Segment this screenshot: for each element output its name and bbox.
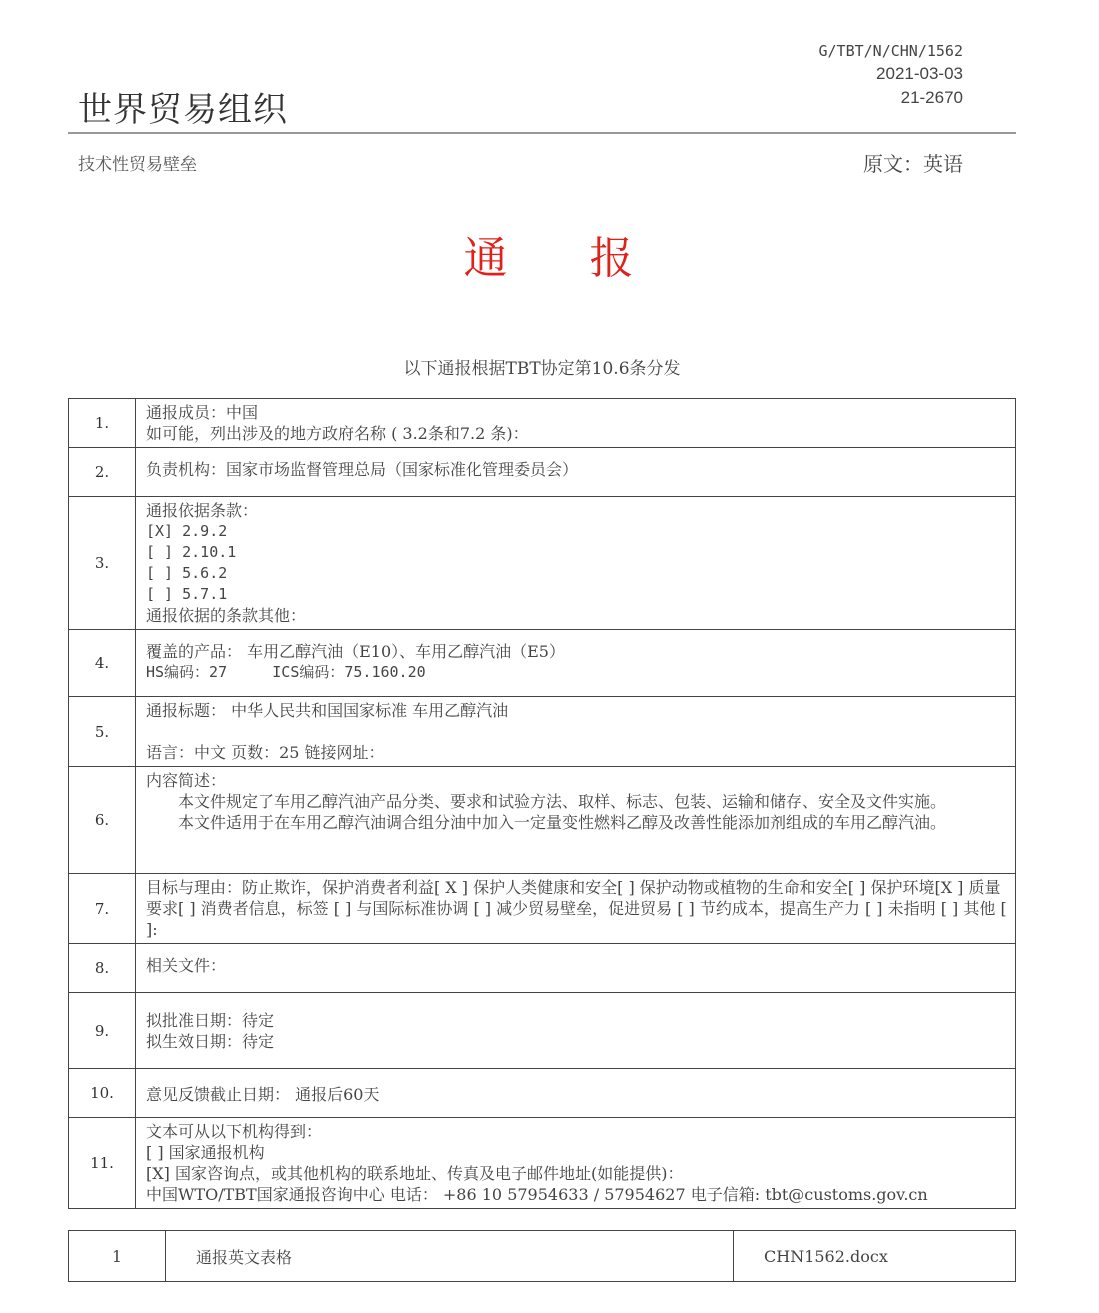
row-number: 5. xyxy=(69,697,136,767)
attachment-file-link[interactable]: CHN1562.docx xyxy=(734,1231,1016,1282)
row-number: 7. xyxy=(69,874,136,944)
table-row xyxy=(69,767,1016,874)
original-language: 原文：英语 xyxy=(863,152,963,176)
attachment-name: 通报英文表格 xyxy=(166,1231,734,1282)
row-content: 通报标题： 中华人民共和国国家标准 车用乙醇汽油 语言：中文 页数：25 链接网址： xyxy=(136,697,1016,767)
document-date: 2021-03-03 xyxy=(876,64,963,83)
attachment-number: 1 xyxy=(69,1231,166,1282)
row-content: 负责机构：国家市场监督管理总局（国家标准化管理委员会） xyxy=(136,448,1016,497)
row-number: 8. xyxy=(69,944,136,993)
row-content: 相关文件： xyxy=(136,944,1016,993)
page-title xyxy=(0,222,1099,286)
table-row xyxy=(69,497,1016,630)
row-content: 意见反馈截止日期： 通报后60天 xyxy=(136,1069,1016,1118)
row-number: 11. xyxy=(69,1118,136,1209)
row-content: 目标与理由：防止欺诈，保护消费者利益[ X ] 保护人类健康和安全[ ] 保护动物或植物的生命和安全[ ] 保护环境[X ] 质量要求[ ] 消费者信息，标签 [ ] 与国际标准协调 [ ] 减少贸易壁垒，促进贸易 [ ] 节约成本，提高生产力 [ ] 未指明 [ ] 其他 [ ]: xyxy=(136,874,1016,944)
table-row xyxy=(69,1069,1016,1118)
row-number: 10. xyxy=(69,1069,136,1118)
table-row xyxy=(69,944,1016,993)
table-row xyxy=(69,1118,1016,1209)
attachment-table xyxy=(68,1230,1016,1282)
row-number: 3. xyxy=(69,497,136,630)
row-number: 4. xyxy=(69,630,136,697)
row-content: 文本可从以下机构得到： [ ] 国家通报机构 [X] 国家咨询点，或其他机构的联系地址、传真及电子邮件地址(如能提供)： 中国WTO/TBT国家通报咨询中心 电话： +86 10 57954633 / 57954627 电子信箱: tbt@customs.gov.cn xyxy=(136,1118,1016,1209)
header-divider xyxy=(68,132,1016,134)
organization-name: 世界贸易组织 xyxy=(78,90,288,130)
row-number: 2. xyxy=(69,448,136,497)
committee-name: 技术性贸易壁垒 xyxy=(78,155,197,175)
row-number: 6. xyxy=(69,767,136,874)
notification-table xyxy=(68,398,1016,1209)
table-row xyxy=(69,630,1016,697)
table-row xyxy=(69,448,1016,497)
table-row xyxy=(69,697,1016,767)
table-row xyxy=(69,399,1016,448)
row-content: 覆盖的产品： 车用乙醇汽油（E10）、车用乙醇汽油（E5） HS编码：27 ICS编码：75.160.20 xyxy=(136,630,1016,697)
document-identifiers xyxy=(819,40,964,110)
document-symbol: G/TBT/N/CHN/1562 xyxy=(818,42,963,60)
title-char-2: 报 xyxy=(589,233,636,284)
document-reference: 21-2670 xyxy=(900,88,963,107)
attachment-row xyxy=(69,1231,1016,1282)
row-number: 1. xyxy=(69,399,136,448)
row-content: 通报成员：中国 如可能，列出涉及的地方政府名称 ( 3.2条和7.2 条)： xyxy=(136,399,1016,448)
row-number: 9. xyxy=(69,993,136,1069)
row-content: 通报依据条款： [X] 2.9.2 [ ] 2.10.1 [ ] 5.6.2 [ ] 5.7.1 通报依据的条款其他： xyxy=(136,497,1016,630)
table-row xyxy=(69,874,1016,944)
row-content: 拟批准日期：待定 拟生效日期：待定 xyxy=(136,993,1016,1069)
page-subtitle: 以下通报根据TBT协定第10.6条分发 xyxy=(403,359,681,379)
title-char-1: 通 xyxy=(463,233,510,284)
row-content: 内容简述： 本文件规定了车用乙醇汽油产品分类、要求和试验方法、取样、标志、包装、运输和储存、安全及文件实施。 本文件适用于在车用乙醇汽油调合组分油中加入一定量变性燃料乙醇及改善性能添加剂组成的车用乙醇汽油。 xyxy=(136,767,1016,874)
table-row xyxy=(69,993,1016,1069)
